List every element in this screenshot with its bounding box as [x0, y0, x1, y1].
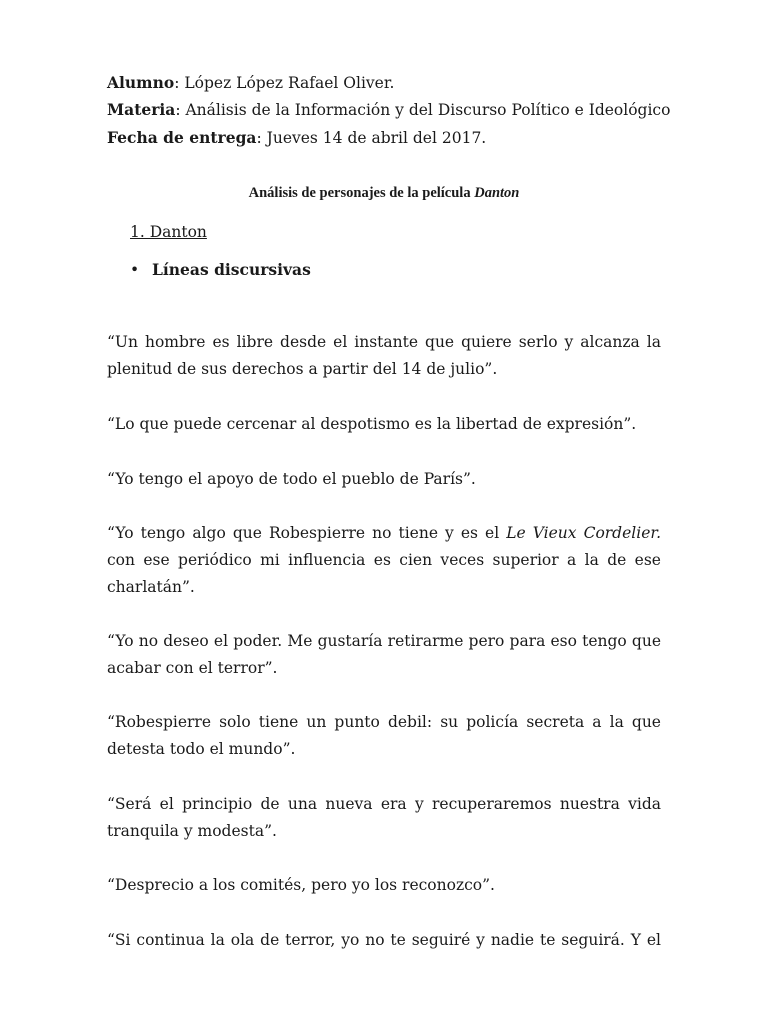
- quote-paragraph: “Robespierre solo tiene un punto debil: su policía secreta a la que detesta todo el mundo”.: [107, 712, 661, 758]
- section-heading: 1. Danton: [130, 223, 207, 241]
- quote-paragraph: “Desprecio a los comités, pero yo los reconozco”.: [107, 875, 495, 894]
- newspaper-title: Le Vieux Cordelier.: [506, 523, 662, 542]
- subject-label: Materia: [107, 100, 176, 119]
- document-title: [0, 184, 768, 202]
- bullet-icon: •: [130, 261, 140, 279]
- quote-paragraph: “Un hombre es libre desde el instante que quiere serlo y alcanza la plenitud de sus derechos a partir del 14 de julio”.: [107, 332, 661, 378]
- student-line: [107, 73, 394, 93]
- due-date-line: [107, 128, 486, 148]
- quote-paragraph: “Yo no deseo el poder. Me gustaría retirarme pero para eso tengo que acabar con el terror”.: [107, 631, 661, 677]
- quote-paragraph: “Lo que puede cercenar al despotismo es la libertad de expresión”.: [107, 414, 637, 433]
- quote-paragraph: “Será el principio de una nueva era y recuperaremos nuestra vida tranquila y modesta”.: [107, 794, 661, 840]
- student-value: : López López Rafael Oliver.: [174, 74, 395, 92]
- due-date-label: Fecha de entrega: [107, 128, 257, 147]
- quote-text: “Yo tengo algo que Robespierre no tiene y es el: [107, 523, 507, 542]
- quote-paragraph: [107, 520, 661, 601]
- bullet-item: [130, 260, 311, 280]
- subject-line: [107, 100, 670, 120]
- quote-paragraph: “Si continua la ola de terror, yo no te seguiré y nadie te seguirá. Y el: [107, 930, 661, 949]
- document-title-film: Danton: [474, 185, 520, 201]
- subject-value: : Análisis de la Información y del Discurso Político e Ideológico: [175, 101, 671, 119]
- quote-text: con ese periódico mi influencia es cien veces superior a la de ese charlatán”.: [107, 550, 661, 596]
- document-title-text: Análisis de personajes de la película: [248, 185, 475, 201]
- student-label: Alumno: [107, 73, 175, 92]
- bullet-label: Líneas discursivas: [152, 260, 311, 279]
- due-date-value: : Jueves 14 de abril del 2017.: [256, 129, 487, 147]
- quote-paragraph: “Yo tengo el apoyo de todo el pueblo de París”.: [107, 469, 476, 488]
